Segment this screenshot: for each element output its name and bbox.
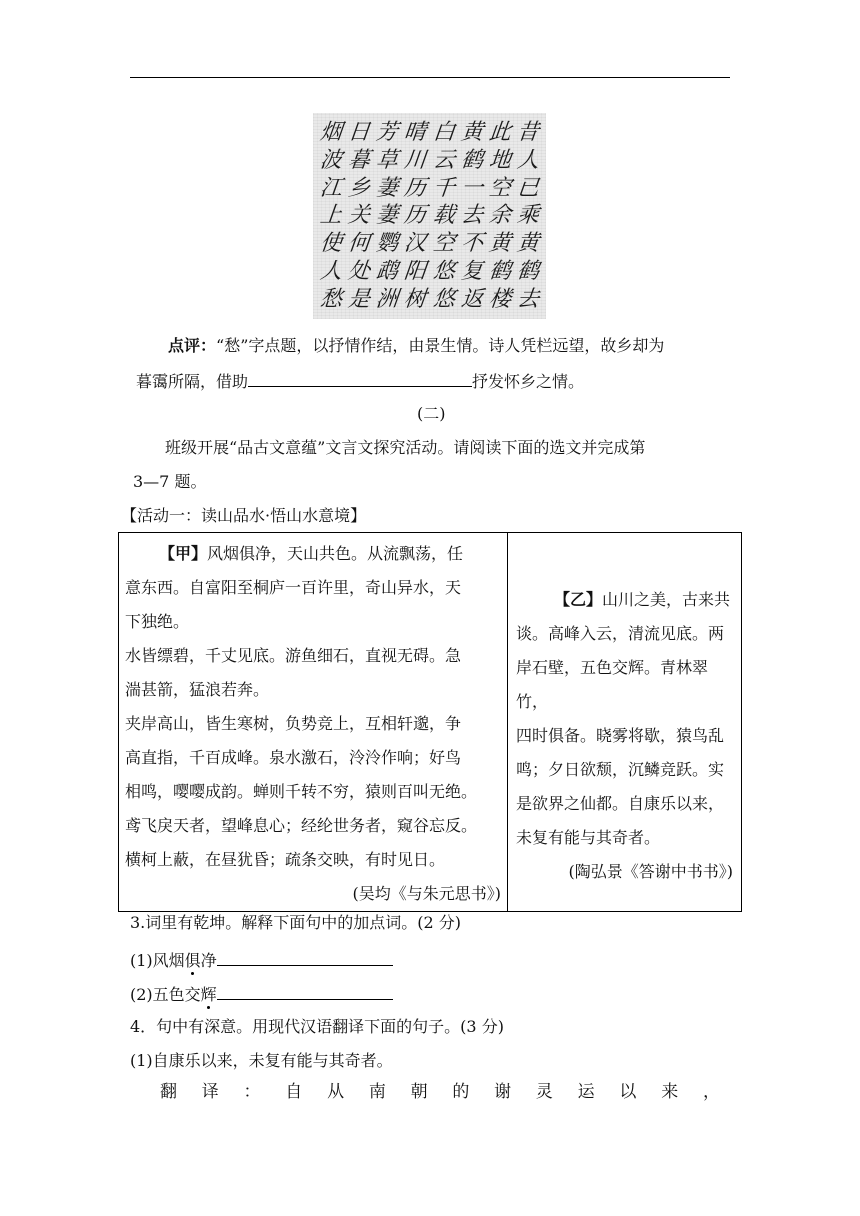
calligraphy-column (401, 119, 429, 313)
calligraphy-char: 草 (374, 147, 400, 173)
section-title: (二) (417, 404, 446, 423)
q3-i1-dotted-word: 俱 (184, 951, 201, 970)
jia-line: 鸢飞戾天者，望峰息心；经纶世务者，窥谷忘反。 (125, 816, 478, 835)
yi-line: 岸石壁，五色交辉。青林翠竹， (516, 658, 709, 711)
calligraphy-char: 暮 (346, 147, 372, 173)
comment-label: 点评： (168, 336, 217, 355)
calligraphy-char: 川 (403, 147, 428, 173)
calligraphy-char: 江 (318, 175, 344, 201)
translation-char: 从 (327, 1082, 345, 1102)
calligraphy-char: 一 (459, 175, 485, 201)
calligraphy-char: 复 (459, 259, 485, 285)
jia-line: 下独绝。 (125, 612, 190, 631)
calligraphy-char: 使 (318, 231, 344, 257)
comment-line-2 (136, 364, 584, 400)
translation-char: 自 (285, 1082, 303, 1102)
q3-i1-pre: (1)风烟 (130, 951, 185, 970)
calligraphy-char: 悠 (431, 286, 456, 312)
q3-item-1 (130, 947, 393, 971)
calligraphy-char: 余 (487, 203, 513, 229)
translation-char: 谢 (494, 1082, 512, 1102)
yi-tag: 【乙】 (554, 590, 603, 609)
comment-line-1 (168, 328, 664, 364)
q3-i2-dotted-word: 辉 (200, 985, 217, 1004)
calligraphy-char: 返 (459, 286, 485, 312)
calligraphy-char: 是 (346, 286, 372, 312)
calligraphy-char: 晴 (403, 120, 428, 145)
calligraphy-char: 何 (346, 231, 372, 257)
jia-line: 夹岸高山，皆生寒树，负势竞上，互相轩邈，争 (125, 714, 462, 733)
calligraphy-char: 鹤 (487, 259, 513, 285)
calligraphy-char: 鹉 (374, 259, 400, 285)
calligraphy-column (317, 119, 345, 313)
q4-title: 4．句中有深意。用现代汉语翻译下面的句子。(3 分) (130, 1017, 504, 1036)
calligraphy-char: 已 (515, 175, 541, 201)
translation-char: 的 (452, 1082, 470, 1102)
yi-line: 是欲界之仙都。自康乐以来， (516, 794, 725, 813)
yi-source: (陶弘景《答谢中书书》) (568, 862, 733, 881)
calligraphy-column (430, 119, 458, 313)
q3-title: 3.词里有乾坤。解释下面句中的加点词。(2 分) (130, 913, 462, 932)
calligraphy-char: 洲 (374, 286, 400, 312)
q4-translation-line (160, 1082, 720, 1102)
calligraphy-char: 乘 (515, 203, 541, 229)
comment-text-2a: 暮霭所隔，借助 (136, 372, 249, 391)
passage-jia (119, 533, 508, 912)
calligraphy-char: 人 (318, 259, 344, 285)
calligraphy-char: 去 (459, 203, 485, 229)
translation-char: 翻 (160, 1082, 177, 1102)
calligraphy-column (458, 119, 486, 313)
q3-answer-blank-2[interactable] (217, 981, 393, 1000)
jia-line: 高直指，千百成峰。泉水激石，泠泠作响；好鸟 (125, 748, 462, 767)
jia-line: 意东西。自富阳至桐庐一百许里，奇山异水，天 (125, 578, 462, 597)
jia-line: 横柯上蔽，在昼犹昏；疏条交映，有时见日。 (125, 850, 446, 869)
translation-char: 以 (619, 1082, 637, 1102)
q4-item-1: (1)自康乐以来，未复有能与其奇者。 (130, 1051, 393, 1070)
passage-yi (508, 533, 742, 912)
calligraphy-char: 波 (318, 147, 344, 173)
calligraphy-char: 上 (318, 203, 344, 229)
calligraphy-char: 芳 (374, 120, 400, 145)
calligraphy-char: 处 (346, 259, 372, 285)
jia-line (125, 537, 501, 571)
calligraphy-char: 烟 (318, 120, 344, 145)
calligraphy-char: 千 (431, 175, 456, 201)
yi-line: 鸣；夕日欲颓，沉鳞竞跃。实 (516, 760, 725, 779)
translation-char: 来 (661, 1082, 679, 1102)
calligraphy-char: 阳 (403, 259, 428, 285)
comment-text-1: “愁”字点题，以抒情作结，由景生情。诗人凭栏远望，故乡却为 (216, 336, 665, 355)
yi-line (516, 583, 733, 617)
translation-char: 运 (577, 1082, 595, 1102)
calligraphy-char: 鹤 (515, 259, 541, 285)
calligraphy-char: 黄 (515, 231, 541, 257)
calligraphy-char: 空 (487, 175, 513, 201)
comment-text-2b: 抒发怀乡之情。 (472, 372, 585, 391)
calligraphy-char: 地 (487, 147, 513, 173)
passages-table (118, 532, 742, 912)
jia-line: 相鸣，嘤嘤成韵。蝉则千转不穷，猿则百叫无绝。 (125, 782, 478, 801)
calligraphy-column (486, 119, 514, 313)
calligraphy-char: 空 (431, 231, 456, 257)
translation-char: 南 (368, 1082, 386, 1102)
calligraphy-column (514, 119, 542, 313)
calligraphy-char: 鹦 (374, 231, 400, 257)
calligraphy-char: 愁 (318, 286, 344, 312)
translation-char: ， (702, 1082, 720, 1102)
calligraphy-char: 不 (459, 231, 485, 257)
calligraphy-char: 人 (515, 147, 541, 173)
q3-item-2 (130, 981, 393, 1005)
calligraphy-char: 树 (403, 286, 428, 312)
calligraphy-char: 昔 (515, 120, 541, 145)
jia-tag: 【甲】 (159, 544, 208, 563)
calligraphy-image (313, 113, 546, 319)
yi-text: 山川之美，古来共 (602, 590, 731, 609)
translation-char: 译 (201, 1082, 219, 1102)
header-rule (130, 77, 730, 78)
q3-i2-pre: (2)五色交 (130, 985, 201, 1004)
calligraphy-char: 黄 (459, 120, 485, 145)
calligraphy-char: 乡 (346, 175, 372, 201)
yi-line: 四时俱备。晓雾将歇，猿鸟乱 (516, 726, 725, 745)
calligraphy-char: 鹤 (459, 147, 485, 173)
calligraphy-char: 萋 (374, 203, 400, 229)
yi-line: 谈。高峰入云，清流见底。两 (516, 624, 725, 643)
q3-answer-blank-1[interactable] (217, 947, 393, 966)
calligraphy-char: 黄 (487, 231, 513, 257)
jia-line: 水皆缥碧，千丈见底。游鱼细石，直视无碍。急 (125, 646, 462, 665)
calligraphy-column (345, 119, 373, 313)
calligraphy-char: 历 (403, 203, 428, 229)
calligraphy-char: 去 (515, 286, 541, 312)
translation-char: 朝 (410, 1082, 428, 1102)
calligraphy-char: 白 (431, 120, 456, 145)
calligraphy-char: 汉 (403, 231, 428, 257)
calligraphy-char: 萋 (374, 175, 400, 201)
calligraphy-char: 悠 (431, 259, 456, 285)
yi-line: 未复有能与其奇者。 (516, 828, 661, 847)
calligraphy-char: 此 (487, 120, 513, 145)
calligraphy-char: 历 (403, 175, 428, 201)
activity-1-title: 【活动一：读山品水·悟山水意境】 (121, 506, 367, 525)
translation-char: ： (243, 1082, 261, 1102)
translation-char: 灵 (535, 1082, 553, 1102)
calligraphy-column (373, 119, 401, 313)
intro-line-2: 3—7 题。 (133, 472, 207, 491)
q3-i1-post: 净 (200, 951, 217, 970)
calligraphy-char: 载 (431, 203, 456, 229)
calligraphy-char: 云 (431, 147, 456, 173)
jia-text: 风烟俱净，天山共色。从流飘荡，任 (207, 544, 464, 563)
calligraphy-char: 关 (346, 203, 372, 229)
jia-source: (吴均《与朱元思书》) (352, 884, 501, 903)
calligraphy-char: 日 (346, 120, 372, 145)
comment-answer-blank[interactable] (248, 368, 472, 387)
jia-line: 湍甚箭，猛浪若奔。 (125, 680, 270, 699)
calligraphy-char: 楼 (487, 286, 513, 312)
intro-line-1: 班级开展“品古文意蕴”文言文探究活动。请阅读下面的选文并完成第 (165, 438, 646, 457)
